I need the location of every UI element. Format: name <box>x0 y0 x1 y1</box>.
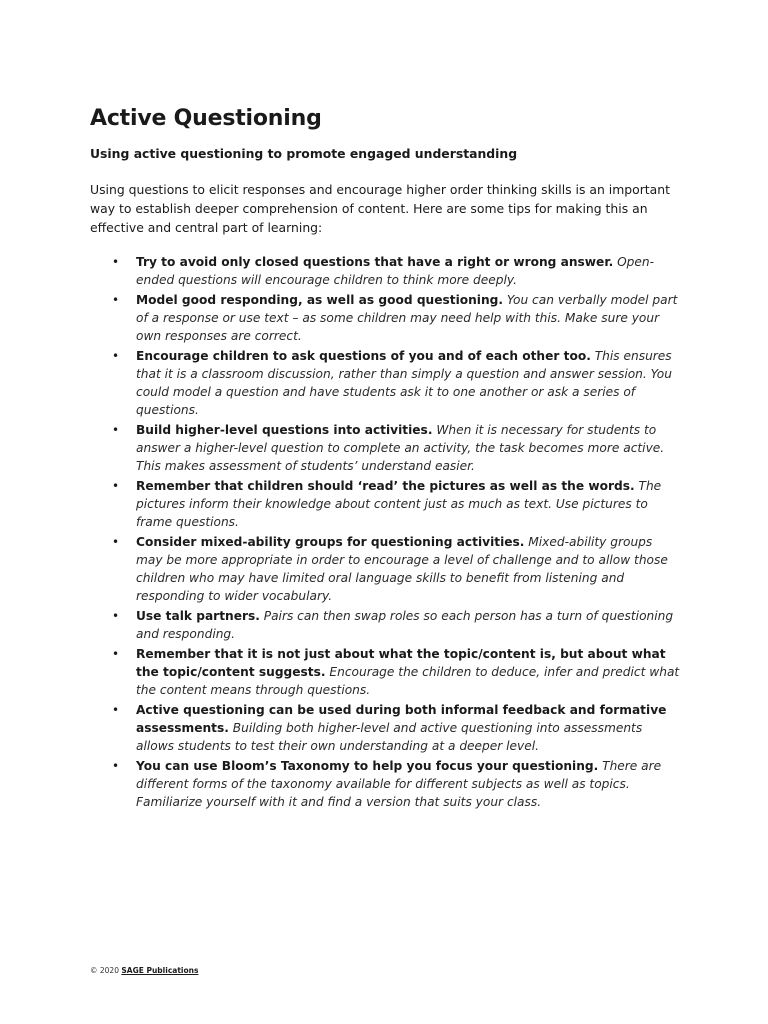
list-item <box>90 757 680 811</box>
list-item <box>90 607 680 643</box>
list-item <box>90 477 680 531</box>
bullet-icon: • <box>112 423 120 437</box>
list-item <box>90 291 680 345</box>
list-item <box>90 253 680 289</box>
tip-detail: You can verbally model part of a response or use text – as some children may need help with this. Make sure your own responses are correct. <box>136 293 678 343</box>
list-item <box>90 701 680 755</box>
tip-lead: You can use Bloom’s Taxonomy to help you focus your questioning. <box>136 759 599 773</box>
bullet-icon: • <box>112 609 120 623</box>
tip-lead: Remember that children should ‘read’ the pictures as well as the words. <box>136 479 635 493</box>
tip-lead: Active questioning can be used during both informal feedback and formative assessments. <box>136 703 667 735</box>
tip-detail: When it is necessary for students to answer a higher-level question to complete an activity, the task becomes more active. This makes assessment of students’ understand easier. <box>136 423 665 473</box>
bullet-icon: • <box>112 479 120 493</box>
page-subtitle: Using active questioning to promote engaged understanding <box>90 146 518 161</box>
bullet-icon: • <box>112 293 120 307</box>
tip-detail: Building both higher-level and active questioning into assessments allows students to test their own understanding at a deeper level. <box>136 721 643 753</box>
page-title: Active Questioning <box>90 106 322 131</box>
tip-lead: Encourage children to ask questions of you and of each other too. <box>136 349 591 363</box>
publisher-link[interactable]: SAGE Publications <box>121 966 199 975</box>
tip-detail: Pairs can then swap roles so each person has a turn of questioning and responding. <box>136 609 674 641</box>
list-item <box>90 645 680 699</box>
list-item <box>90 533 680 605</box>
bullet-icon: • <box>112 647 120 661</box>
tips-list <box>90 253 680 811</box>
list-item <box>90 421 680 475</box>
tip-lead: Remember that it is not just about what the topic/content is, but about what the topic/content suggests. <box>136 647 666 679</box>
document-body <box>90 103 680 813</box>
bullet-icon: • <box>112 535 120 549</box>
tip-detail: There are different forms of the taxonomy available for different subjects as well as topics. Familiarize yourself with it and find a version that suits your class. <box>136 759 662 809</box>
tip-detail: This ensures that it is a classroom discussion, rather than simply a question and answer session. You could model a question and have students ask it to one another or ask a series of questions. <box>136 349 672 417</box>
bullet-icon: • <box>112 759 120 773</box>
copyright-text: © 2020 <box>90 966 119 975</box>
tip-lead: Build higher-level questions into activities. <box>136 423 433 437</box>
list-item <box>90 347 680 419</box>
bullet-icon: • <box>112 703 120 717</box>
tip-lead: Consider mixed-ability groups for questioning activities. <box>136 535 525 549</box>
tip-detail: Mixed-ability groups may be more appropriate in order to encourage a level of challenge and to allow those children who may have limited oral language skills to benefit from listening and responding to wider vocabulary. <box>136 535 668 603</box>
bullet-icon: • <box>112 255 120 269</box>
tip-detail: Encourage the children to deduce, infer and predict what the content means through questions. <box>136 665 680 697</box>
page-footer <box>90 966 198 975</box>
tip-lead: Try to avoid only closed questions that have a right or wrong answer. <box>136 255 614 269</box>
tip-lead: Use talk partners. <box>136 609 260 623</box>
tip-lead: Model good responding, as well as good questioning. <box>136 293 504 307</box>
bullet-icon: • <box>112 349 120 363</box>
tip-detail: Open-ended questions will encourage children to think more deeply. <box>136 255 655 287</box>
intro-paragraph: Using questions to elicit responses and encourage higher order thinking skills is an important way to establish deeper comprehension of content. Here are some tips for making this an effective and central part of learning: <box>90 182 670 235</box>
tip-detail: The pictures inform their knowledge about content just as much as text. Use pictures to frame questions. <box>136 479 662 529</box>
